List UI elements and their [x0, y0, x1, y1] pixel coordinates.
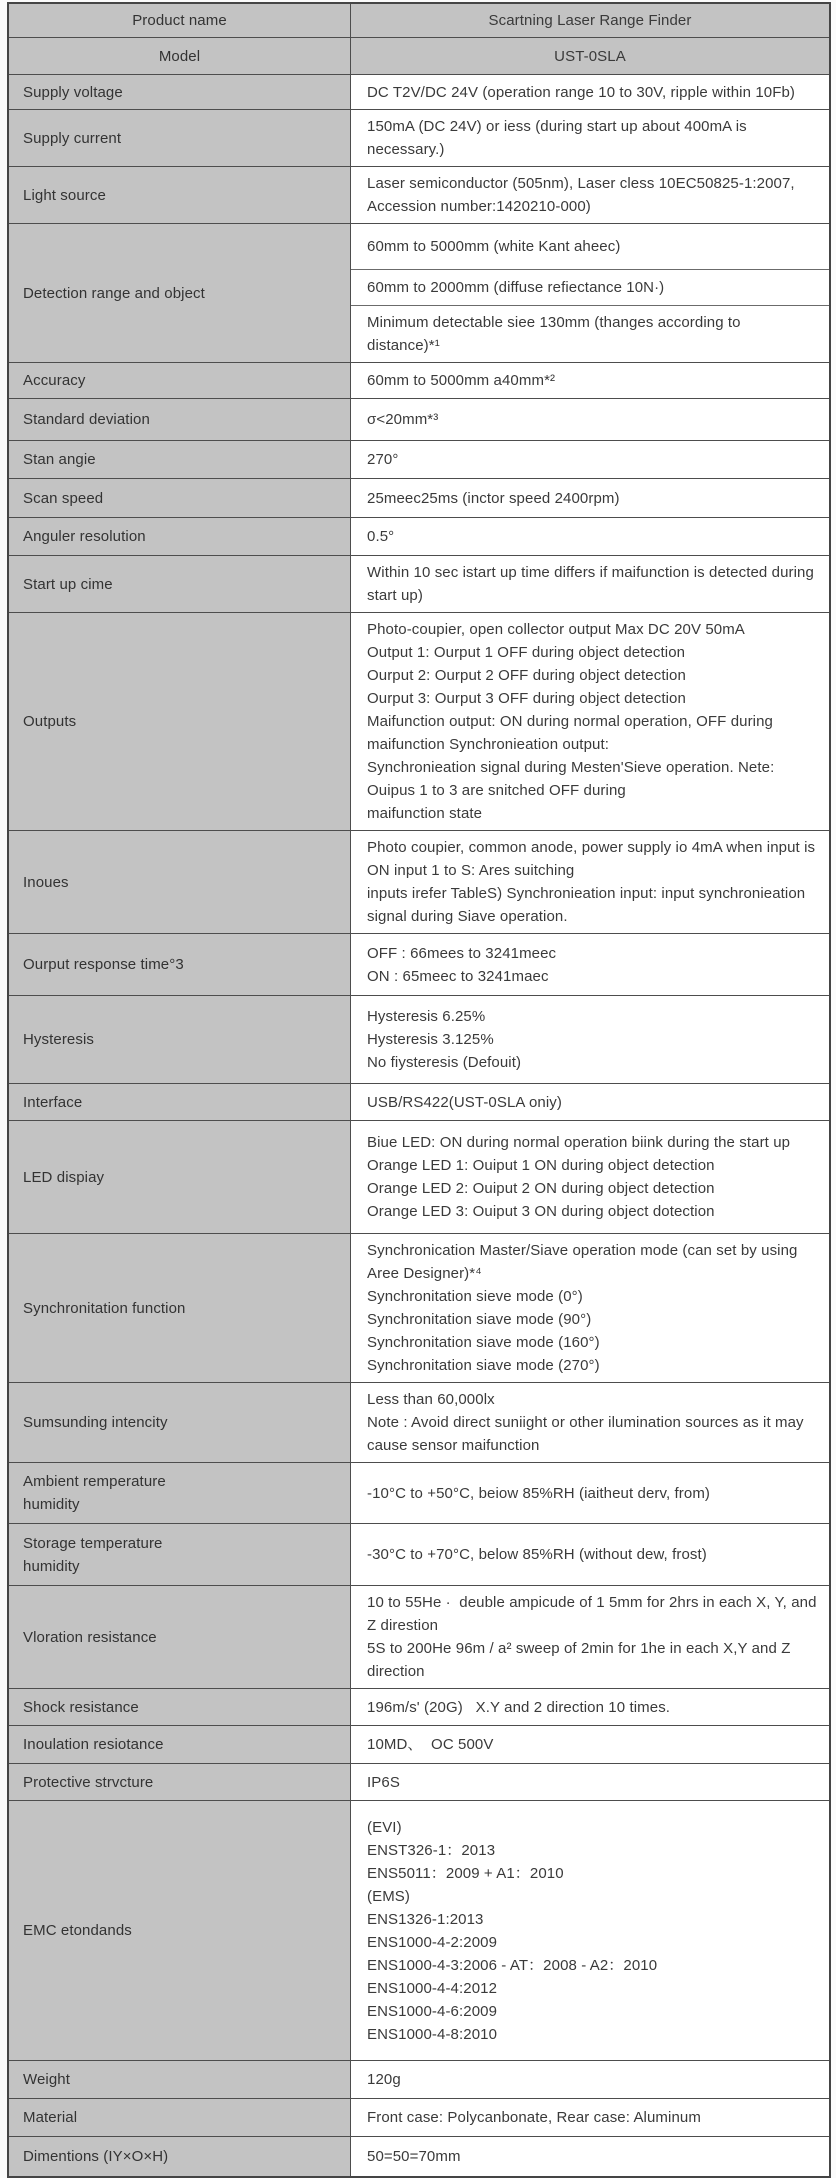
spec-row-label: Model [158, 47, 201, 65]
spec-row-label: Dimentions (IY×O×H) [23, 2148, 169, 2165]
spec-value-text: ENS1000-4-3:2006 - AT：2008 - A2：2010 [367, 1956, 658, 1974]
spec-label-cell [9, 363, 351, 398]
spec-value-column [351, 1084, 829, 1120]
spec-value-cell [351, 75, 829, 109]
spec-value-subcell [351, 224, 829, 269]
spec-label-cell [9, 4, 351, 37]
spec-label-cell [9, 996, 351, 1083]
table-row [9, 1523, 829, 1585]
spec-label-cell [9, 613, 351, 830]
spec-value-cell [351, 1586, 829, 1688]
spec-value-text: Photo coupier, common anode, power supply io 4mA when input is ON input 1 to S: Ares suitching [367, 839, 820, 879]
spec-row-label: Vloration resistance [23, 1628, 157, 1646]
spec-value-column [351, 1801, 829, 2060]
spec-value-cell [351, 1383, 829, 1462]
spec-label-cell [9, 934, 351, 995]
spec-row-label: Stan angie [23, 451, 96, 468]
spec-row-label: Ambient remperature [23, 1473, 166, 1490]
spec-value-cell [351, 831, 829, 933]
table-row [9, 2136, 829, 2176]
table-row [9, 1725, 829, 1763]
spec-row-label: Scan speed [23, 489, 104, 507]
spec-value-text: Ourput 2: Ourput 2 OFF during object detection [367, 667, 686, 684]
spec-value-cell [351, 1121, 829, 1233]
table-row [9, 478, 829, 517]
table-row [9, 1462, 829, 1523]
table-row [9, 440, 829, 478]
spec-value-text: 10 to 55He · deuble ampicude of 1 5mm for 2hrs in each X, Y, and Z direstion [367, 1594, 821, 1634]
spec-row-label: Start up cime [23, 575, 113, 593]
spec-value-text: (EMS) [367, 1887, 410, 1905]
spec-row-label: Standard deviation [23, 411, 150, 428]
table-row [9, 612, 829, 830]
spec-label-cell [9, 831, 351, 933]
table-row [9, 223, 829, 362]
spec-value-cell [351, 110, 829, 166]
spec-value-column [351, 996, 829, 1083]
spec-value-cell [351, 1726, 829, 1763]
spec-value-column [351, 2099, 829, 2136]
spec-value-text: (EVI) [367, 1818, 402, 1836]
table-row [9, 1763, 829, 1800]
table-row [9, 517, 829, 555]
spec-value-column [351, 1234, 829, 1382]
spec-value-cell [351, 1234, 829, 1382]
spec-label-cell [9, 1764, 351, 1800]
table-row [9, 37, 829, 74]
spec-value-text: Synchronitation siave mode (90°) [367, 1311, 592, 1328]
spec-row-label: Ourput response time°3 [23, 956, 184, 973]
spec-value-text: ENS5011：2009 + A1：2010 [367, 1864, 564, 1882]
spec-value-text: Scartning Laser Range Finder [488, 12, 692, 29]
table-row [9, 1585, 829, 1688]
spec-label-cell [9, 441, 351, 478]
spec-row-label: Shock resistance [23, 1698, 139, 1716]
spec-label-cell [9, 224, 351, 362]
spec-row-label: Anguler resolution [23, 528, 146, 545]
spec-row-label: Outputs [23, 713, 77, 730]
spec-value-column [351, 556, 829, 612]
spec-value-column [351, 613, 829, 830]
spec-value-text: Laser semiconductor (505nm), Laser cless 10EC50825-1:2007, Accession number:1420210-000) [367, 175, 799, 215]
spec-value-column [351, 518, 829, 555]
spec-value-text: ENS1326-1:2013 [367, 1910, 484, 1928]
spec-value-text: IP6S [367, 1773, 400, 1791]
table-row [9, 2098, 829, 2136]
spec-value-column [351, 110, 829, 166]
spec-label-cell [9, 2137, 351, 2176]
spec-value-text: ENS1000-4-8:2010 [367, 2025, 498, 2043]
spec-value-column [351, 1586, 829, 1688]
spec-value-text: Orange LED 3: Ouiput 3 ON during object dotection [367, 1203, 715, 1220]
spec-value-subcell [351, 305, 829, 362]
spec-value-column [351, 75, 829, 109]
spec-row-label: Hysteresis [23, 1031, 95, 1048]
table-row [9, 4, 829, 37]
spec-value-column [351, 1463, 829, 1523]
table-row [9, 2060, 829, 2098]
spec-row-label: LED dispiay [23, 1168, 105, 1186]
spec-value-text: Maifunction output: ON during normal operation, OFF during maifunction Synchronieation output: [367, 713, 778, 753]
spec-value-text: Photo-coupier, open collector output Max DC 20V 50mA [367, 621, 745, 638]
spec-row-label: Inoues [23, 873, 69, 891]
spec-value-cell [351, 479, 829, 517]
spec-value-column [351, 1524, 829, 1585]
spec-row-label: Storage temperature [23, 1534, 163, 1552]
table-row [9, 1120, 829, 1233]
spec-value-text: DC T2V/DC 24V (operation range 10 to 30V, ripple within 10Fb) [367, 83, 796, 101]
spec-value-cell [351, 1764, 829, 1800]
spec-value-text: Within 10 sec istart up time differs if maifunction is detected during start up) [367, 564, 819, 604]
table-row [9, 166, 829, 223]
spec-value-text: 150mA (DC 24V) or iess (during start up about 400mA is necessary.) [367, 118, 752, 158]
spec-value-column [351, 1383, 829, 1462]
spec-label-cell [9, 1726, 351, 1763]
spec-value-text: inputs irefer TableS) Synchronieation input: input synchronieation signal during Siave operation. [367, 885, 810, 925]
spec-row-label: Supply current [23, 129, 122, 147]
spec-value-cell [351, 1801, 829, 2060]
spec-value-text: 196m/s' (20G) X.Y and 2 direction 10 times. [367, 1698, 671, 1716]
spec-value-column [351, 363, 829, 398]
spec-value-cell [351, 363, 829, 398]
spec-value-cell [351, 4, 829, 37]
spec-value-cell [351, 399, 829, 440]
spec-value-text: No fiysteresis (Defouit) [367, 1054, 522, 1071]
spec-value-text: USB/RS422(UST-0SLA oniy) [367, 1093, 562, 1111]
spec-value-subcell [351, 269, 829, 305]
table-row [9, 398, 829, 440]
spec-row-label: EMC etondands [23, 1922, 132, 1939]
spec-value-column [351, 1764, 829, 1800]
spec-row-label: Synchronitation function [23, 1299, 186, 1317]
table-row [9, 1688, 829, 1725]
spec-value-text: Orange LED 2: Ouiput 2 ON during object detection [367, 1180, 715, 1197]
spec-value-cell [351, 441, 829, 478]
spec-value-text: ENS1000-4-4:2012 [367, 1979, 498, 1997]
spec-row-label: Accuracy [23, 372, 86, 389]
spec-value-text: Hysteresis 3.125% [367, 1031, 494, 1048]
spec-value-text: Synchronieation signal during Mesten'Sieve operation. Nete: Ouipus 1 to 3 are snitched OFF during [367, 759, 779, 799]
spec-label-cell [9, 2099, 351, 2136]
spec-value-cell [351, 556, 829, 612]
spec-value-text: Front case: Polycanbonate, Rear case: Aluminum [367, 2109, 701, 2126]
spec-label-cell [9, 1234, 351, 1382]
table-row [9, 1083, 829, 1120]
spec-value-text: UST-0SLA [554, 47, 626, 65]
spec-row-label: Product name [132, 12, 227, 29]
spec-value-text: 50=50=70mm [367, 2148, 461, 2165]
spec-value-text: Synchronitation sieve mode (0°) [367, 1288, 583, 1305]
spec-label-cell [9, 1121, 351, 1233]
spec-label-cell [9, 1689, 351, 1725]
spec-value-text: Synchronitation siave mode (270°) [367, 1357, 600, 1374]
spec-label-cell [9, 1524, 351, 1585]
spec-value-text: Less than 60,000lx [367, 1391, 495, 1408]
spec-value-cell [351, 934, 829, 995]
spec-row-label: humidity [23, 1496, 80, 1513]
spec-value-text: Minimum detectable siee 130mm (thanges according to distance)*¹ [367, 314, 745, 354]
spec-value-column [351, 2061, 829, 2098]
spec-value-column [351, 224, 829, 362]
spec-value-text: 25meec25ms (inctor speed 2400rpm) [367, 489, 620, 507]
spec-row-label: Supply voltage [23, 83, 123, 101]
spec-row-label: Material [23, 2109, 78, 2126]
spec-value-text: Synchronication Master/Siave operation mode (can set by using Aree Designer)*⁴ [367, 1242, 801, 1282]
spec-label-cell [9, 110, 351, 166]
spec-value-text: 60mm to 5000mm (white Kant aheec) [367, 238, 621, 255]
spec-value-text: 60mm to 5000mm a40mm*² [367, 372, 556, 389]
spec-label-cell [9, 1084, 351, 1120]
spec-value-cell [351, 1463, 829, 1523]
spec-value-column [351, 934, 829, 995]
spec-value-text: ENST326-1：2013 [367, 1841, 496, 1859]
spec-value-cell [351, 1689, 829, 1725]
spec-value-column [351, 167, 829, 223]
spec-value-text: 0.5° [367, 528, 395, 545]
spec-label-cell [9, 2061, 351, 2098]
spec-row-label: Weight [23, 2071, 71, 2088]
spec-value-text: ENS1000-4-2:2009 [367, 1933, 498, 1951]
table-row [9, 109, 829, 166]
spec-value-cell [351, 2137, 829, 2176]
spec-table [7, 2, 831, 2178]
spec-label-cell [9, 1463, 351, 1523]
table-row [9, 362, 829, 398]
spec-row-label: Interface [23, 1093, 83, 1111]
spec-value-column [351, 4, 829, 37]
spec-value-text: Synchronitation siave mode (160°) [367, 1334, 600, 1351]
spec-value-cell [351, 1084, 829, 1120]
spec-value-column [351, 1689, 829, 1725]
spec-value-cell [351, 38, 829, 74]
spec-value-text: OFF : 66mees to 3241meec [367, 944, 557, 962]
spec-label-cell [9, 1586, 351, 1688]
spec-value-text: 60mm to 2000mm (diffuse refiectance 10N·) [367, 279, 665, 296]
table-row [9, 933, 829, 995]
spec-row-label: humidity [23, 1557, 80, 1575]
table-row [9, 995, 829, 1083]
spec-value-column [351, 399, 829, 440]
table-row [9, 830, 829, 933]
spec-label-cell [9, 38, 351, 74]
spec-value-text: 5S to 200He 96m / a² sweep of 2min for 1he in each X,Y and Z direction [367, 1640, 795, 1680]
spec-value-column [351, 441, 829, 478]
spec-value-text: Hysteresis 6.25% [367, 1008, 486, 1025]
spec-value-text: Ourput 3: Ourput 3 OFF during object detection [367, 690, 686, 707]
spec-value-text: Orange LED 1: Ouiput 1 ON during object detection [367, 1157, 715, 1174]
spec-value-column [351, 1726, 829, 1763]
spec-value-cell [351, 1524, 829, 1585]
spec-label-cell [9, 399, 351, 440]
spec-value-text: σ<20mm*³ [367, 411, 439, 428]
spec-value-column [351, 38, 829, 74]
table-row [9, 555, 829, 612]
spec-value-text: -30°C to +70°C, below 85%RH (without dew, frost) [367, 1546, 707, 1563]
table-row [9, 1233, 829, 1382]
spec-value-text: ENS1000-4-6:2009 [367, 2002, 498, 2020]
spec-value-text: Biue LED: ON during normal operation biink during the start up [367, 1134, 791, 1151]
spec-row-label: Inoulation resiotance [23, 1736, 164, 1753]
spec-row-label: Sumsunding intencity [23, 1414, 168, 1431]
spec-value-text: maifunction state [367, 805, 483, 822]
spec-value-text: Output 1: Ourput 1 OFF during object detection [367, 644, 686, 661]
spec-row-label: Protective strvcture [23, 1773, 154, 1791]
table-row [9, 1382, 829, 1462]
spec-value-text: ON : 65meec to 3241maec [367, 967, 549, 985]
spec-value-text: -10°C to +50°C, beiow 85%RH (iaitheut derv, from) [367, 1484, 711, 1502]
spec-label-cell [9, 75, 351, 109]
table-row [9, 1800, 829, 2060]
spec-value-cell [351, 518, 829, 555]
spec-value-text: 10MD、 OC 500V [367, 1736, 494, 1753]
spec-label-cell [9, 167, 351, 223]
spec-row-label: Detection range and object [23, 284, 205, 302]
spec-value-text: 120g [367, 2071, 401, 2088]
spec-row-label: Light source [23, 186, 106, 204]
spec-value-cell [351, 2061, 829, 2098]
table-row [9, 74, 829, 109]
spec-value-column [351, 479, 829, 517]
spec-label-cell [9, 1383, 351, 1462]
spec-value-column [351, 1121, 829, 1233]
spec-value-text: Note : Avoid direct suniight or other ilumination sources as it may cause sensor maifunction [367, 1414, 808, 1454]
spec-value-cell [351, 613, 829, 830]
spec-label-cell [9, 518, 351, 555]
spec-label-cell [9, 479, 351, 517]
spec-value-column [351, 2137, 829, 2176]
spec-value-cell [351, 996, 829, 1083]
spec-label-cell [9, 556, 351, 612]
spec-label-cell [9, 1801, 351, 2060]
spec-value-cell [351, 167, 829, 223]
spec-value-cell [351, 2099, 829, 2136]
spec-value-text: 270° [367, 451, 399, 468]
spec-value-column [351, 831, 829, 933]
